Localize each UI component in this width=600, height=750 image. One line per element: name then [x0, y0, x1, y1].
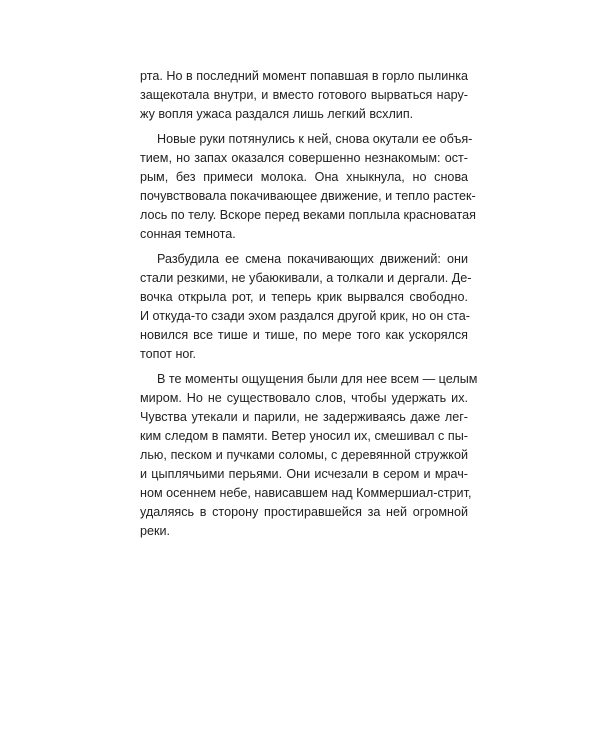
text-line: Новые руки потянулись к ней, снова окутали ее объя- [157, 132, 473, 146]
paragraph-4 [140, 370, 478, 541]
text-line: И откуда-то сзади эхом раздался другой крик, но он ста- [140, 309, 470, 323]
text-line: новился все тише и тише, по мере того как ускорялся [140, 328, 468, 342]
paragraph-3 [140, 250, 472, 364]
text-line: рта. Но в последний момент попавшая в горло пылинка [140, 69, 468, 83]
text-line: ном осеннем небе, нависавшем над Коммершиал-стрит, [140, 486, 472, 500]
text-line: сонная темнота. [140, 227, 236, 241]
text-line: вочка открыла рот, и теперь крик вырвался свободно. [140, 290, 468, 304]
text-line: лось по телу. Вскоре перед веками поплыла красноватая [140, 208, 476, 222]
text-line: В те моменты ощущения были для нее всем — целым [157, 372, 478, 386]
paragraph-2 [140, 130, 476, 244]
text-line: защекотала внутри, и вместо готового вырваться нару- [140, 88, 468, 102]
text-line: тием, но запах оказался совершенно незнакомым: ост- [140, 151, 468, 165]
text-line: Чувства утекали и парили, не задерживаясь даже лег- [140, 410, 468, 424]
text-line: рым, без примеси молока. Она хныкнула, но снова [140, 170, 468, 184]
text-line: Разбудила ее смена покачивающих движений: они [157, 252, 468, 266]
text-line: почувствовала покачивающее движение, и тепло растек- [140, 189, 476, 203]
text-line: реки. [140, 524, 171, 538]
text-line: и цыплячьими перьями. Они исчезали в сером и мрач- [140, 467, 468, 481]
paragraph-1 [140, 67, 468, 124]
text-line: ким следом в памяти. Ветер уносил их, смешивал с пы- [140, 429, 468, 443]
text-line: лью, песком и пучками соломы, с деревянной стружкой [140, 448, 468, 462]
text-line: жу вопля ужаса раздался лишь легкий всхлип. [140, 107, 414, 121]
text-line: миром. Но не существовало слов, чтобы удержать их. [140, 391, 468, 405]
text-line: удаляясь в сторону простиравшейся за ней огромной [140, 505, 468, 519]
text-line: топот ног. [140, 347, 196, 361]
text-line: стали резкими, не убаюкивали, а толкали и дергали. Де- [140, 271, 472, 285]
text-block [140, 67, 478, 547]
